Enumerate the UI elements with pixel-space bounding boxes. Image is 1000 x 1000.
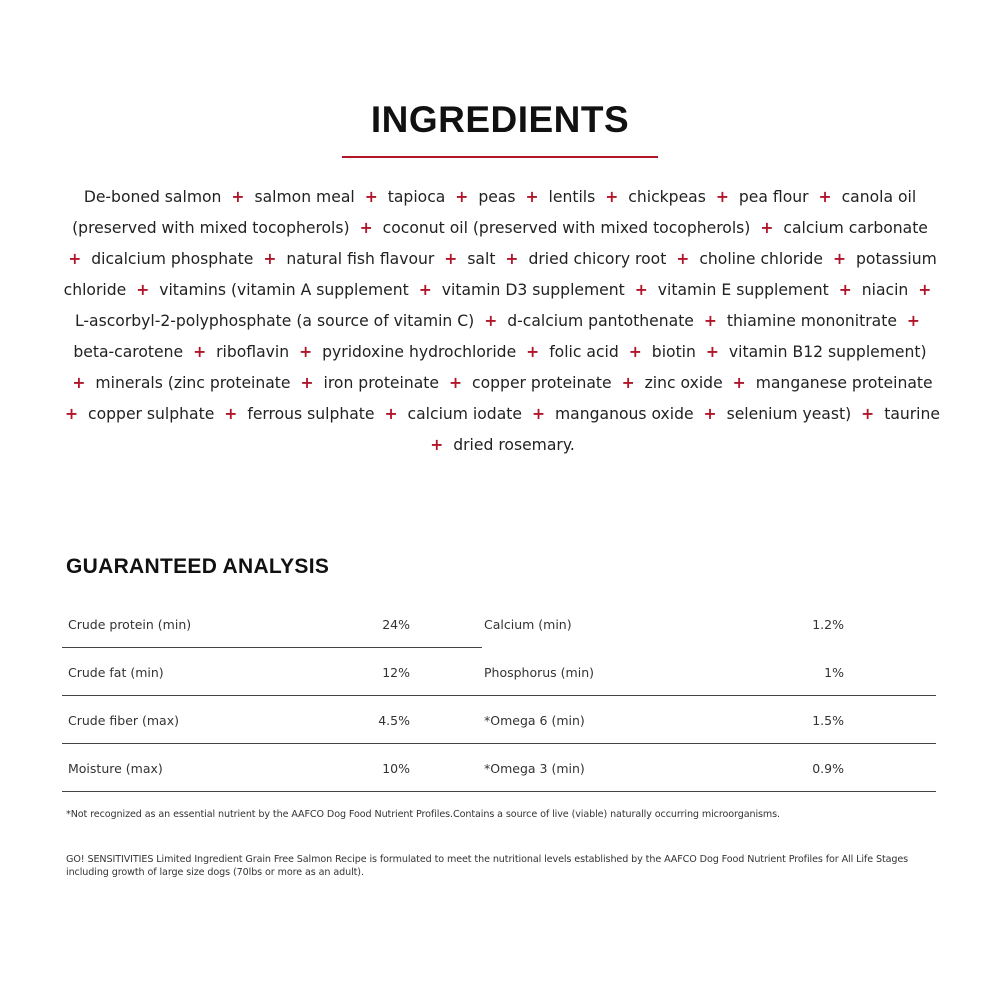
ingredient-item: potassium chloride xyxy=(63,250,937,299)
ingredient-item: copper sulphate xyxy=(88,405,215,423)
separator-plus: + xyxy=(444,250,458,268)
nutrient-value: 1.2% xyxy=(812,616,844,632)
ingredient-item: copper proteinate xyxy=(472,374,612,392)
separator-plus: + xyxy=(715,188,729,206)
ingredient-item: vitamin E supplement xyxy=(657,281,829,299)
separator-plus: + xyxy=(72,374,86,392)
row-divider xyxy=(62,647,482,648)
separator-plus: + xyxy=(703,405,717,423)
separator-plus: + xyxy=(359,219,373,237)
analysis-row xyxy=(478,648,936,696)
separator-plus: + xyxy=(621,374,635,392)
nutrient-name: Calcium (min) xyxy=(484,616,572,632)
ingredient-item: vitamins (vitamin A supplement xyxy=(159,281,409,299)
separator-plus: + xyxy=(448,374,463,392)
separator-plus: + xyxy=(484,312,498,330)
nutrient-value: 24% xyxy=(382,616,410,632)
guaranteed-analysis-title: GUARANTEED ANALYSIS xyxy=(66,555,330,578)
separator-plus: + xyxy=(299,343,313,361)
nutrient-name: Crude fiber (max) xyxy=(68,712,179,728)
separator-plus: + xyxy=(861,405,875,423)
ingredient-item: canola oil (preserved with mixed tocopherols) xyxy=(72,188,917,237)
separator-plus: + xyxy=(430,436,444,454)
separator-plus: + xyxy=(703,312,717,330)
nutrient-name: *Omega 3 (min) xyxy=(484,760,585,776)
ingredients-title: INGREDIENTS xyxy=(370,99,630,140)
separator-plus: + xyxy=(505,250,519,268)
separator-plus: + xyxy=(531,405,546,423)
nutrient-name: Phosphorus (min) xyxy=(484,664,594,680)
ingredient-item: vitamin B12 supplement) xyxy=(728,343,927,361)
ingredient-item: manganous oxide xyxy=(554,405,694,423)
ingredient-item: salt xyxy=(467,250,496,268)
separator-plus: + xyxy=(300,374,314,392)
ingredient-item: vitamin D3 supplement xyxy=(441,281,625,299)
nutrient-name: Crude fat (min) xyxy=(68,664,164,680)
ingredient-item: ferrous sulphate xyxy=(247,405,375,423)
separator-plus: + xyxy=(136,281,150,299)
ingredient-item: coconut oil (preserved with mixed tocopherols) xyxy=(382,219,751,237)
ingredient-item: peas xyxy=(478,188,516,206)
separator-plus: + xyxy=(838,281,852,299)
ingredient-item: De-boned salmon xyxy=(83,188,222,206)
row-divider xyxy=(62,743,936,744)
footnote-formulation: GO! SENSITIVITIES Limited Ingredient Grain Free Salmon Recipe is formulated to meet the nutritional levels established by the AAFCO Dog Food Nutrient Profiles for All Life Stages including growth of large size dogs (70lbs or more as an adult). xyxy=(66,854,909,878)
separator-plus: + xyxy=(364,188,378,206)
separator-plus: + xyxy=(65,405,79,423)
separator-plus: + xyxy=(818,188,832,206)
ingredient-item: calcium iodate xyxy=(407,405,522,423)
ingredient-item: thiamine mononitrate xyxy=(726,312,897,330)
analysis-row xyxy=(62,648,482,696)
nutrient-name: Moisture (max) xyxy=(68,760,163,776)
guaranteed-analysis-table xyxy=(62,600,936,792)
ingredient-item: salmon meal xyxy=(254,188,355,206)
footnote-aafco: *Not recognized as an essential nutrient by the AAFCO Dog Food Nutrient Profiles.Contains a source of live (viable) naturally occurring microorganisms. xyxy=(66,809,781,820)
ingredient-item: choline chloride xyxy=(699,250,824,268)
row-divider xyxy=(62,695,936,696)
ingredient-item: chickpeas xyxy=(628,188,706,206)
separator-plus: + xyxy=(418,281,432,299)
separator-plus: + xyxy=(526,343,540,361)
ingredient-item: folic acid xyxy=(549,343,619,361)
analysis-row xyxy=(62,600,482,648)
separator-plus: + xyxy=(525,188,539,206)
separator-plus: + xyxy=(455,188,469,206)
nutrient-value: 1% xyxy=(824,664,844,680)
separator-plus: + xyxy=(263,250,277,268)
separator-plus: + xyxy=(68,250,82,268)
ingredient-item: dried chicory root xyxy=(528,250,667,268)
ingredient-item: riboflavin xyxy=(216,343,290,361)
ingredients-list xyxy=(60,182,940,461)
analysis-row xyxy=(62,744,482,792)
separator-plus: + xyxy=(906,312,920,330)
row-divider xyxy=(62,791,936,792)
ingredient-item: beta-carotene xyxy=(73,343,184,361)
analysis-row xyxy=(62,696,482,744)
nutrient-value: 1.5% xyxy=(812,712,844,728)
nutrient-name: Crude protein (min) xyxy=(68,616,192,632)
ingredient-item: taurine xyxy=(884,405,940,423)
ingredient-item: niacin xyxy=(861,281,909,299)
separator-plus: + xyxy=(384,405,398,423)
ingredient-item: calcium carbonate xyxy=(783,219,928,237)
separator-plus: + xyxy=(224,405,238,423)
ingredient-item: natural fish flavour xyxy=(286,250,435,268)
ingredient-item: lentils xyxy=(548,188,596,206)
analysis-row xyxy=(478,696,936,744)
ingredient-item: minerals (zinc proteinate xyxy=(95,374,291,392)
ingredient-item: selenium yeast) xyxy=(726,405,852,423)
separator-plus: + xyxy=(676,250,690,268)
ingredient-item: biotin xyxy=(651,343,696,361)
nutrient-value: 4.5% xyxy=(378,712,410,728)
separator-plus: + xyxy=(832,250,847,268)
ingredient-item: dried rosemary. xyxy=(453,436,575,454)
analysis-row xyxy=(478,600,936,648)
ingredient-item: L-ascorbyl-2-polyphosphate (a source of vitamin C) xyxy=(75,312,475,330)
nutrient-name: *Omega 6 (min) xyxy=(484,712,585,728)
ingredient-item: pea flour xyxy=(738,188,809,206)
separator-plus: + xyxy=(605,188,619,206)
ingredient-item: manganese proteinate xyxy=(755,374,933,392)
separator-plus: + xyxy=(193,343,207,361)
ingredient-item: dicalcium phosphate xyxy=(91,250,254,268)
title-underline xyxy=(342,156,658,158)
separator-plus: + xyxy=(634,281,648,299)
nutrient-value: 12% xyxy=(382,664,410,680)
ingredient-item: pyridoxine hydrochloride xyxy=(322,343,517,361)
ingredient-item: iron proteinate xyxy=(323,374,440,392)
separator-plus: + xyxy=(760,219,774,237)
separator-plus: + xyxy=(628,343,642,361)
separator-plus: + xyxy=(732,374,746,392)
ingredient-item: d-calcium pantothenate xyxy=(507,312,694,330)
separator-plus: + xyxy=(918,281,932,299)
separator-plus: + xyxy=(705,343,719,361)
ingredient-item: tapioca xyxy=(387,188,446,206)
nutrient-value: 10% xyxy=(382,760,410,776)
analysis-row xyxy=(478,744,936,792)
ingredient-item: zinc oxide xyxy=(644,374,723,392)
separator-plus: + xyxy=(231,188,245,206)
nutrient-value: 0.9% xyxy=(812,760,844,776)
